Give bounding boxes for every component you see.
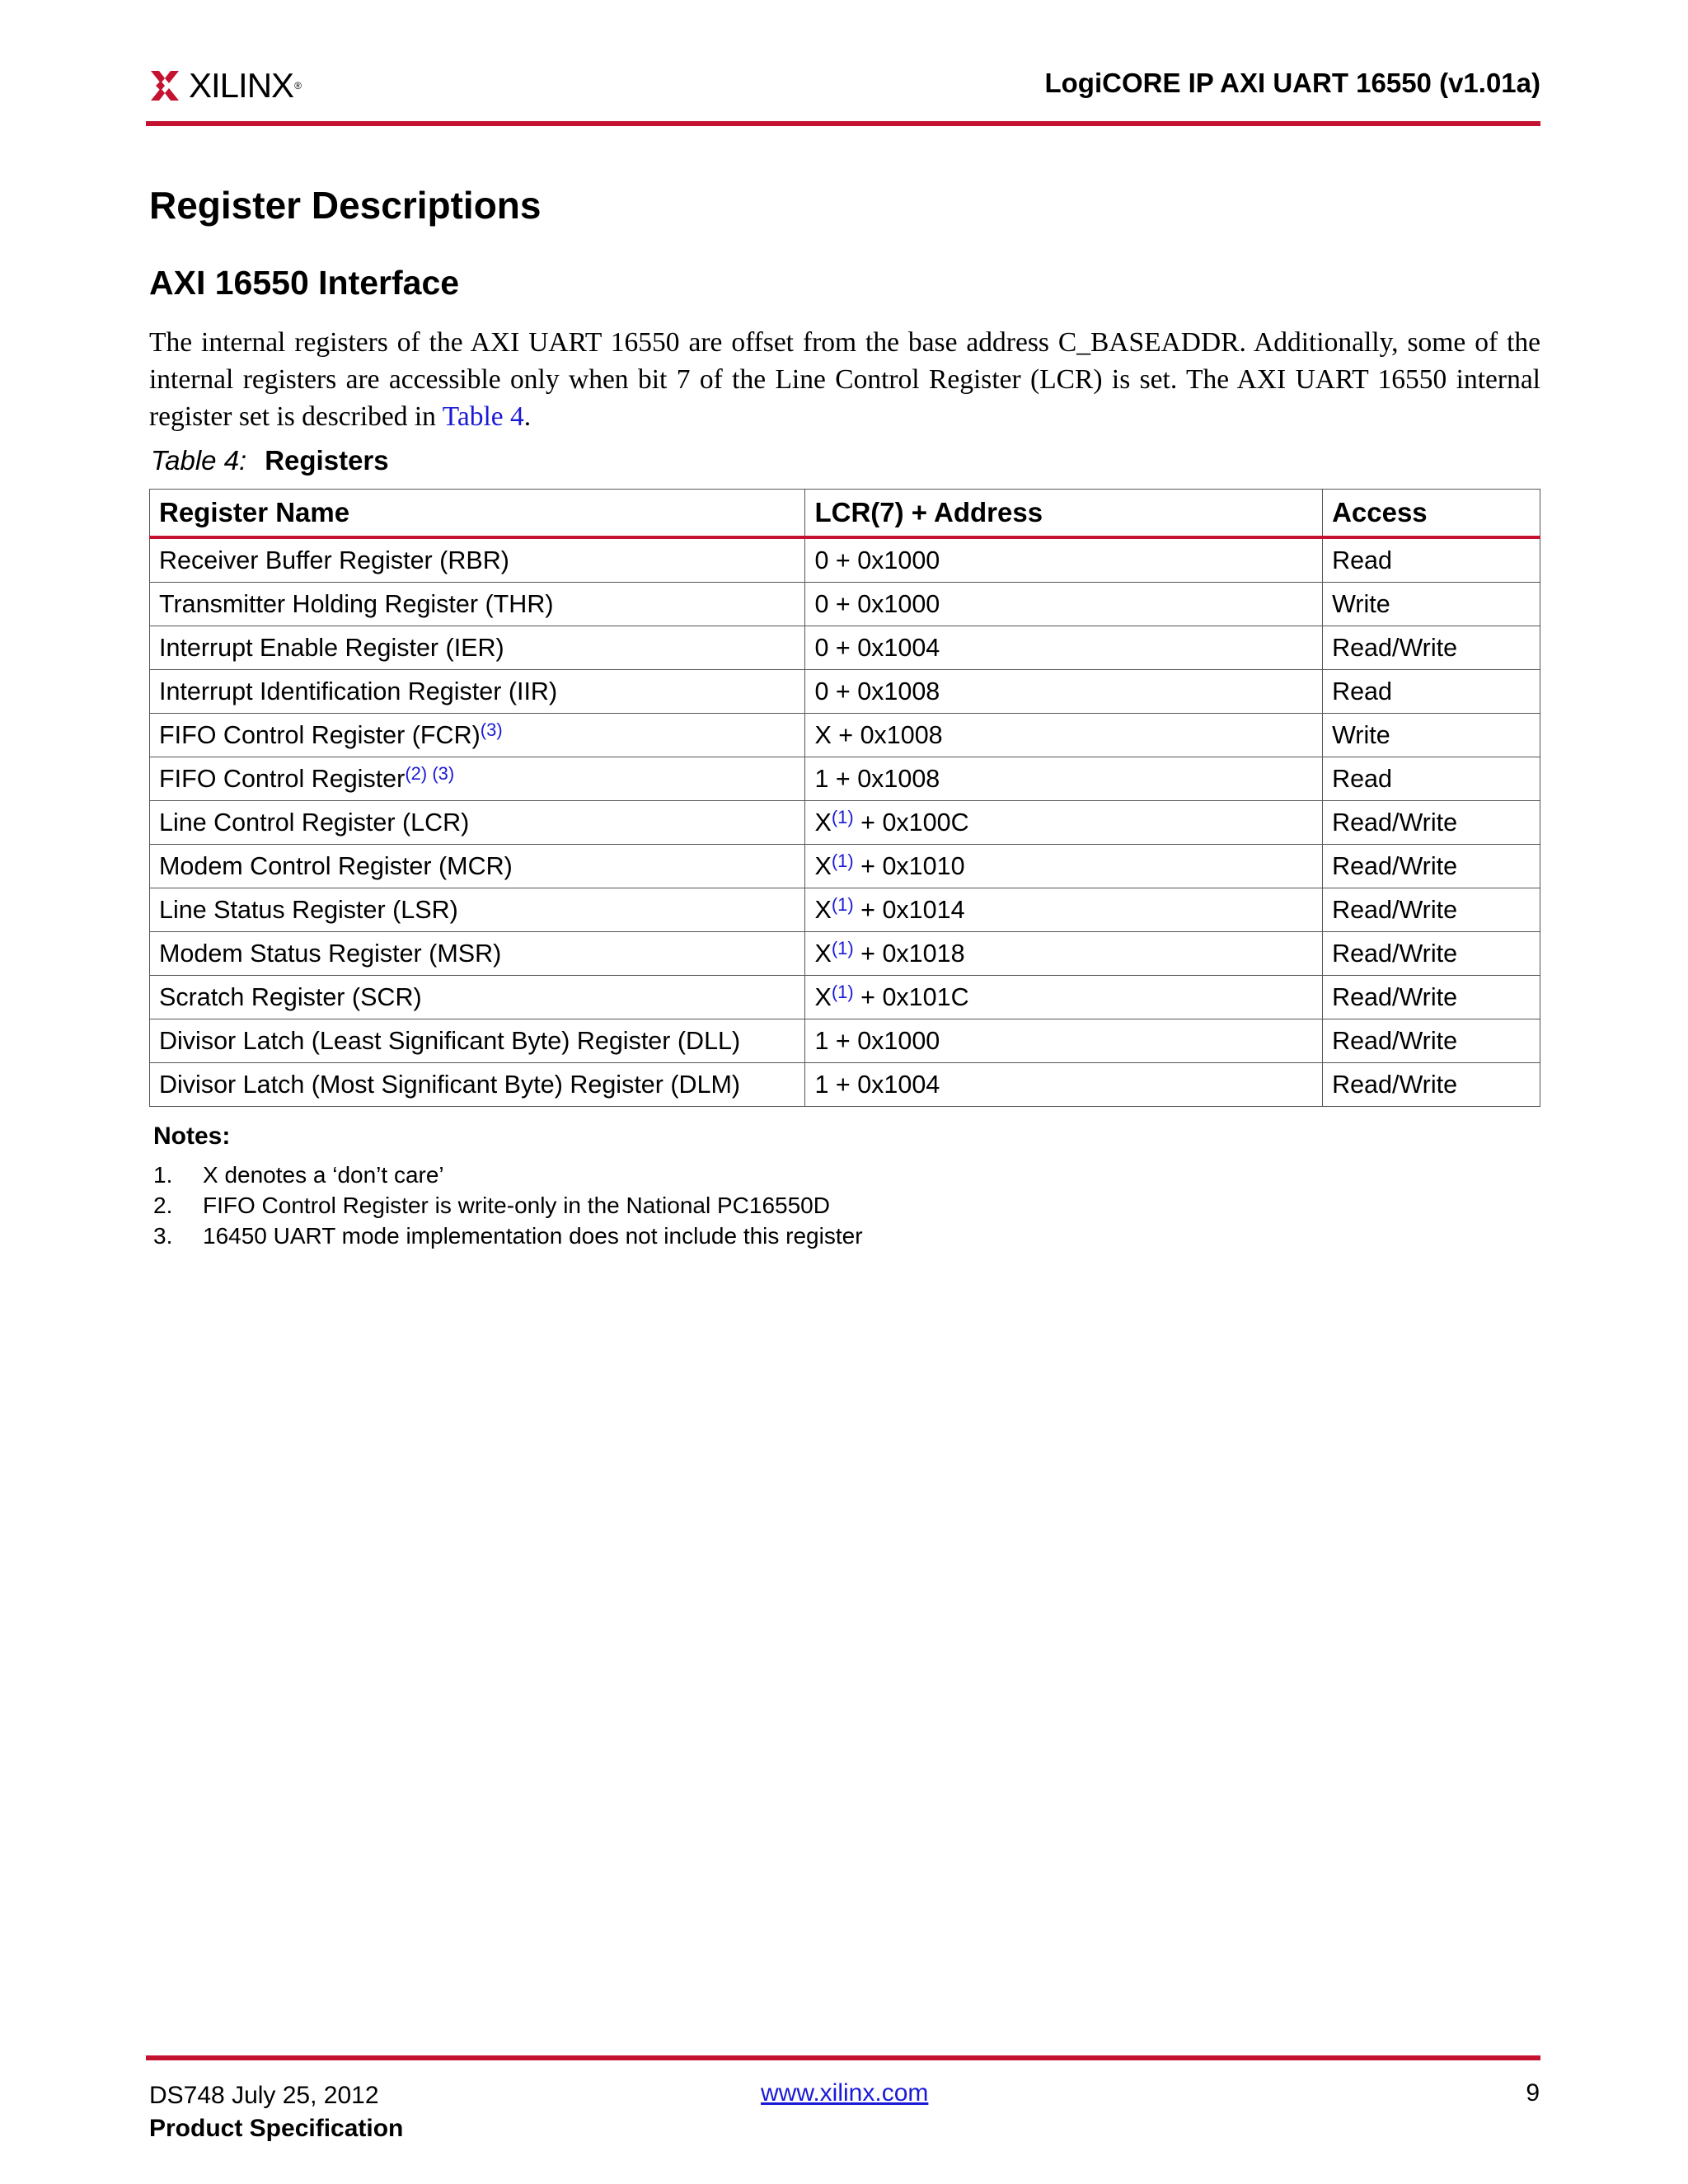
cell-register-name	[150, 888, 805, 932]
table-row	[150, 888, 1540, 932]
cell-address	[805, 888, 1323, 932]
table-notes	[153, 1122, 863, 1254]
address-offset: + 0x1008	[828, 677, 940, 705]
table-row	[150, 537, 1540, 583]
register-name: Interrupt Identification Register (IIR)	[159, 677, 558, 705]
cell-address	[805, 1019, 1323, 1063]
cell-access: Read/Write	[1323, 932, 1540, 976]
note-text: X denotes a ‘don’t care’	[203, 1162, 444, 1188]
address-offset: + 0x1000	[828, 589, 940, 618]
header-lcr-address: LCR(7) + Address	[805, 490, 1323, 538]
table-row	[150, 801, 1540, 845]
lcr-bit: 0	[814, 589, 829, 618]
address-offset: + 0x1010	[853, 851, 965, 880]
lcr-bit: X	[814, 808, 832, 837]
table-row	[150, 670, 1540, 714]
table-caption-number: Table 4:	[151, 445, 247, 476]
cell-register-name	[150, 845, 805, 888]
table-row	[150, 757, 1540, 801]
section-title: Register Descriptions	[149, 184, 542, 227]
address-offset: + 0x1000	[828, 1026, 940, 1055]
footer-doc-type: Product Specification	[149, 2115, 404, 2142]
intro-paragraph	[149, 324, 1540, 435]
note-number: 2.	[153, 1193, 173, 1218]
table-row	[150, 1063, 1540, 1107]
table-row	[150, 626, 1540, 670]
cell-access: Read/Write	[1323, 1063, 1540, 1107]
footnote-ref[interactable]: (1)	[831, 893, 854, 915]
footer-website-link[interactable]: www.xilinx.com	[761, 2079, 929, 2107]
address-offset: + 0x1008	[831, 720, 943, 749]
footer-doc-id: DS748 July 25, 2012	[149, 2082, 379, 2109]
cell-register-name	[150, 714, 805, 757]
cell-register-name	[150, 626, 805, 670]
note-number: 1.	[153, 1162, 173, 1188]
lcr-bit: X	[814, 851, 832, 880]
cell-register-name	[150, 932, 805, 976]
footer-rule	[146, 2055, 1540, 2060]
footnote-ref[interactable]: (1)	[831, 850, 854, 871]
cell-register-name	[150, 801, 805, 845]
cell-register-name	[150, 1063, 805, 1107]
cell-access: Write	[1323, 714, 1540, 757]
cell-address	[805, 583, 1323, 626]
register-name: Scratch Register (SCR)	[159, 982, 422, 1011]
cell-address	[805, 670, 1323, 714]
cell-access: Read/Write	[1323, 845, 1540, 888]
footnote-ref[interactable]: (3)	[480, 719, 503, 740]
lcr-bit: 0	[814, 677, 829, 705]
cell-register-name	[150, 670, 805, 714]
register-name: Line Status Register (LSR)	[159, 895, 458, 924]
xilinx-logo-icon	[149, 69, 181, 102]
address-offset: + 0x1004	[828, 1070, 940, 1099]
lcr-bit: X	[814, 982, 832, 1011]
register-name: FIFO Control Register (FCR)	[159, 720, 481, 749]
cell-access: Read/Write	[1323, 801, 1540, 845]
notes-title: Notes:	[153, 1122, 231, 1150]
note-text: 16450 UART mode implementation does not include this register	[203, 1223, 863, 1249]
registers-table	[149, 489, 1540, 1107]
footnote-ref[interactable]: (2) (3)	[405, 762, 455, 784]
footnote-ref[interactable]: (1)	[831, 981, 854, 1002]
footer-doc-info	[149, 2079, 403, 2145]
address-offset: + 0x1000	[828, 546, 940, 574]
note-item	[153, 1193, 863, 1223]
page-header	[149, 64, 1540, 107]
cell-access: Read/Write	[1323, 888, 1540, 932]
cell-register-name	[150, 976, 805, 1019]
table-caption-title: Registers	[265, 445, 389, 476]
table-row	[150, 583, 1540, 626]
document-title: LogiCORE IP AXI UART 16550 (v1.01a)	[1044, 68, 1540, 98]
address-offset: + 0x101C	[853, 982, 969, 1011]
table-row	[150, 976, 1540, 1019]
lcr-bit: 0	[814, 633, 829, 662]
header-register-name: Register Name	[150, 490, 805, 538]
register-name: Modem Control Register (MCR)	[159, 851, 513, 880]
table-row	[150, 932, 1540, 976]
logo-registered-mark: ®	[294, 80, 302, 91]
cell-address	[805, 932, 1323, 976]
cell-register-name	[150, 757, 805, 801]
table-body	[150, 537, 1540, 1107]
address-offset: + 0x1014	[853, 895, 965, 924]
cell-address	[805, 537, 1323, 583]
register-name: Modem Status Register (MSR)	[159, 939, 502, 968]
logo-text: XILINX	[189, 66, 294, 105]
table-header-row	[150, 490, 1540, 538]
cell-address	[805, 757, 1323, 801]
note-item	[153, 1162, 863, 1193]
page-number: 9	[1526, 2079, 1540, 2107]
cell-address	[805, 626, 1323, 670]
register-name: Divisor Latch (Least Significant Byte) Register (DLL)	[159, 1026, 741, 1055]
cell-register-name	[150, 1019, 805, 1063]
lcr-bit: 1	[814, 1070, 829, 1099]
cell-access: Read	[1323, 670, 1540, 714]
cell-address	[805, 801, 1323, 845]
note-number: 3.	[153, 1223, 173, 1249]
address-offset: + 0x1018	[853, 939, 965, 968]
register-name: Line Control Register (LCR)	[159, 808, 470, 837]
intro-text: The internal registers of the AXI UART 16550 are offset from the base address C_BASEADDR. Additionally, some of the internal registers are accessible only when bit 7 of the Line Control Register (LCR) is set. The AXI UART 16550 internal register set is described in	[149, 327, 1540, 432]
cell-access: Read/Write	[1323, 626, 1540, 670]
table-row	[150, 1019, 1540, 1063]
register-name: Receiver Buffer Register (RBR)	[159, 546, 509, 574]
cell-access: Read	[1323, 537, 1540, 583]
cell-access: Write	[1323, 583, 1540, 626]
cell-access: Read/Write	[1323, 976, 1540, 1019]
cell-register-name	[150, 583, 805, 626]
lcr-bit: 0	[814, 546, 829, 574]
register-name: Divisor Latch (Most Significant Byte) Register (DLM)	[159, 1070, 741, 1099]
note-text: FIFO Control Register is write-only in the National PC16550D	[203, 1193, 830, 1218]
cell-access: Read	[1323, 757, 1540, 801]
table-4-link[interactable]: Table 4	[442, 401, 524, 432]
intro-end: .	[523, 401, 532, 432]
address-offset: + 0x1004	[828, 633, 940, 662]
table-caption	[151, 445, 389, 476]
table-row	[150, 845, 1540, 888]
table-row	[150, 714, 1540, 757]
cell-address	[805, 845, 1323, 888]
subsection-title: AXI 16550 Interface	[149, 264, 460, 302]
lcr-bit: 1	[814, 1026, 829, 1055]
lcr-bit: X	[814, 720, 832, 749]
register-name: Transmitter Holding Register (THR)	[159, 589, 554, 618]
address-offset: + 0x100C	[853, 808, 969, 837]
register-name: Interrupt Enable Register (IER)	[159, 633, 504, 662]
cell-register-name	[150, 537, 805, 583]
footnote-ref[interactable]: (1)	[831, 806, 854, 827]
register-name: FIFO Control Register	[159, 764, 406, 793]
lcr-bit: X	[814, 895, 832, 924]
address-offset: + 0x1008	[828, 764, 940, 793]
header-rule	[146, 121, 1540, 126]
cell-access: Read/Write	[1323, 1019, 1540, 1063]
lcr-bit: X	[814, 939, 832, 968]
note-item	[153, 1223, 863, 1254]
cell-address	[805, 714, 1323, 757]
header-access: Access	[1323, 490, 1540, 538]
lcr-bit: 1	[814, 764, 829, 793]
xilinx-logo	[149, 68, 302, 104]
cell-address	[805, 976, 1323, 1019]
footnote-ref[interactable]: (1)	[831, 937, 854, 958]
cell-address	[805, 1063, 1323, 1107]
